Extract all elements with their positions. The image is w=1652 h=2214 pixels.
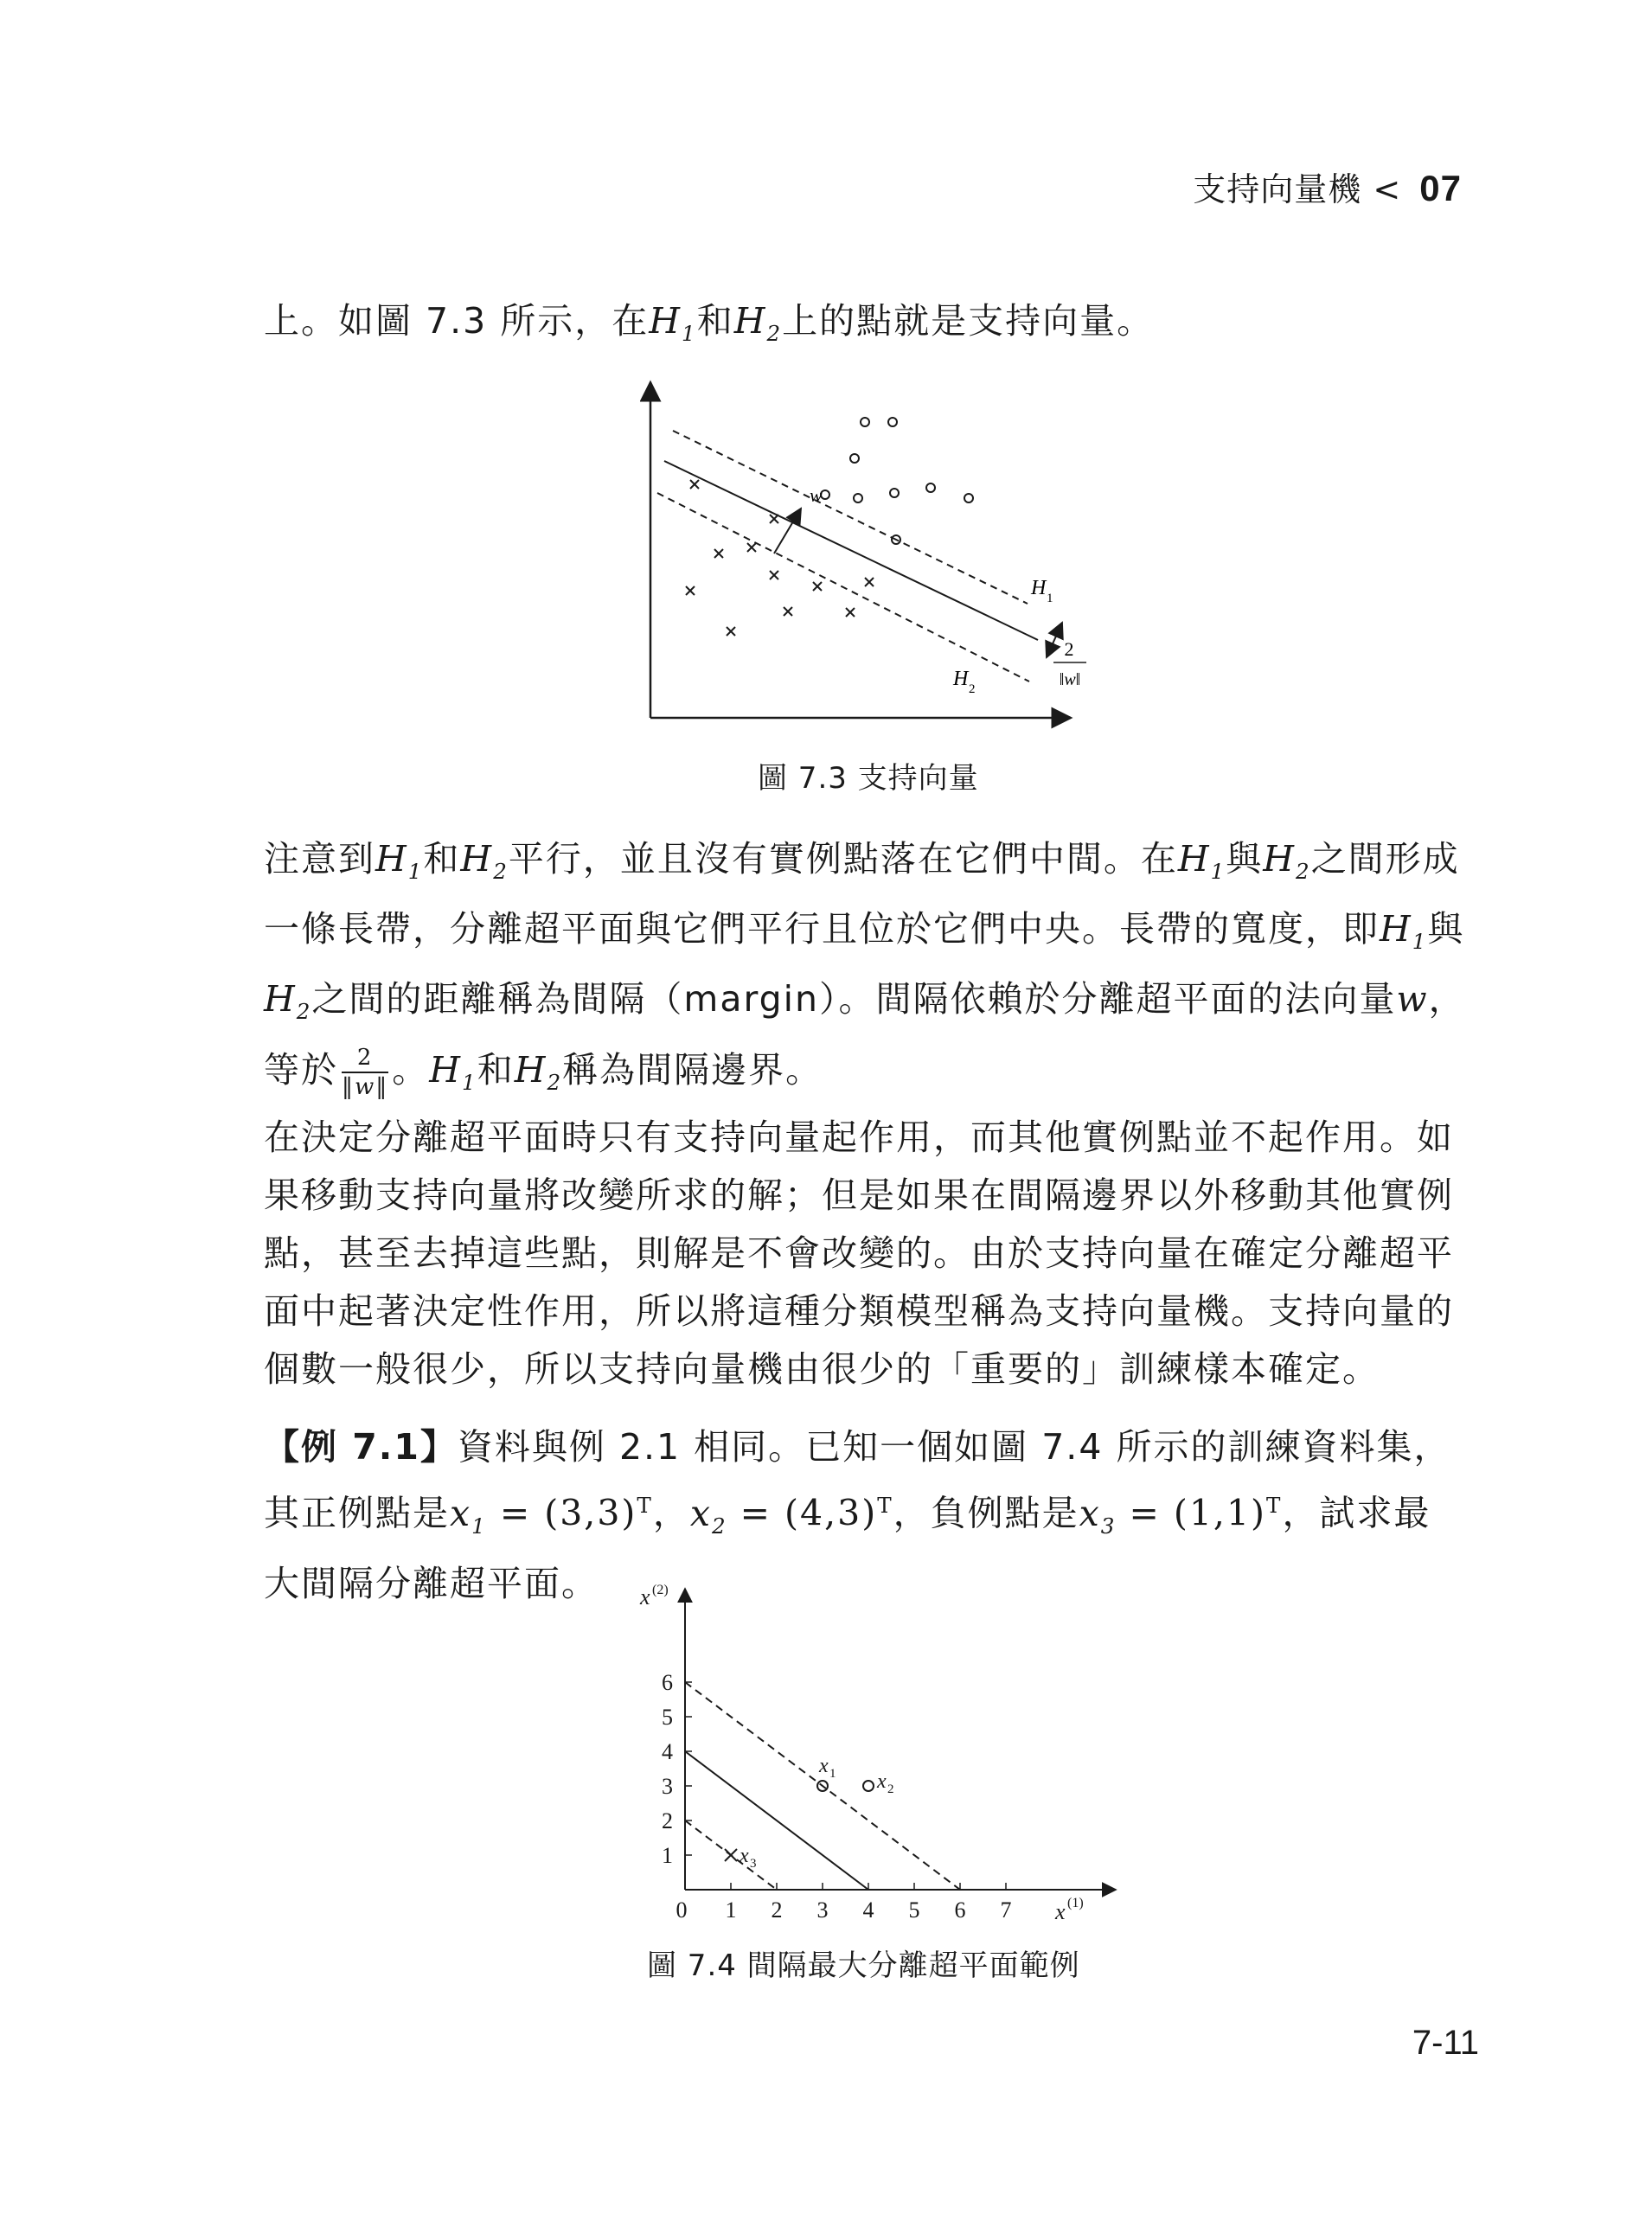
para4-text-b: ，負例點是 — [893, 1492, 1079, 1534]
para2-text-b: 和 — [423, 838, 461, 880]
paragraph-3 — [264, 1109, 1466, 1398]
eq-x1: = (3,3) — [486, 1492, 637, 1534]
symbol-x3: $x_3$ — [1079, 1492, 1117, 1539]
separating-hyperplane — [685, 1751, 868, 1890]
x-tick-label: 1 — [725, 1897, 737, 1923]
margin-frac-num: 2 — [1064, 638, 1074, 660]
figure-7-4-caption: 圖 7.4 間隔最大分離超平面範例 — [647, 1948, 1080, 1983]
point-label-sub: 2 — [887, 1782, 894, 1796]
x-tick-label: 0 — [676, 1897, 688, 1923]
y-axis-label-sup: (2) — [652, 1583, 669, 1597]
symbol-h1: $H_1$ — [649, 300, 697, 347]
line-h1 — [673, 431, 893, 538]
transpose: T — [877, 1493, 893, 1518]
para1-text-2: 和 — [696, 300, 734, 342]
paragraph-2 — [264, 830, 1466, 1111]
x-tick-label: 2 — [771, 1897, 783, 1923]
figure-7-3-caption: 圖 7.3 支持向量 — [758, 761, 979, 796]
y-tick-label: 4 — [662, 1739, 673, 1764]
x-axis-label: x — [1055, 1899, 1066, 1924]
label-h1-sub: 1 — [1047, 592, 1053, 605]
figure-7-3 — [640, 372, 1107, 735]
para2-text-l: 稱為間隔邊界。 — [562, 1048, 823, 1091]
x-tick-label: 6 — [954, 1897, 966, 1923]
symbol-h1: $H_1$ — [1380, 908, 1428, 955]
negative-points — [686, 480, 874, 636]
para1-text-1: 上。如圖 7.3 所示，在 — [264, 300, 650, 342]
chapter-number: 07 — [1419, 168, 1462, 208]
transpose: T — [637, 1493, 653, 1518]
y-tick-label: 6 — [662, 1670, 673, 1695]
para4-text-c: ，試求最大間隔分離超平面。 — [264, 1492, 1431, 1604]
figure-7-4-chart — [631, 1578, 1133, 1933]
y-axis-label: x — [640, 1584, 650, 1609]
symbol-h2: $H_2$ — [460, 838, 509, 885]
para4-text-a: 資料與例 2.1 相同。已知一個如圖 7.4 所示的訓練資料集，其正例點是 — [264, 1426, 1451, 1534]
point-label-sub: 3 — [750, 1857, 757, 1871]
para2-text-k: 和 — [477, 1048, 515, 1091]
point-label: x — [877, 1770, 887, 1793]
eq-x3: = (1,1) — [1116, 1492, 1267, 1534]
point-label: x — [819, 1755, 829, 1777]
symbol-x2: $x_2$ — [689, 1492, 727, 1539]
y-tick-label: 1 — [662, 1843, 673, 1868]
x-tick-label: 4 — [862, 1897, 874, 1923]
positive-point — [863, 1781, 874, 1791]
label-w: w — [810, 484, 823, 506]
header-title: 支持向量機 — [1193, 170, 1362, 208]
margin-fraction: $\frac{2}{‖w‖}$ — [342, 1044, 389, 1100]
line-h1-2 — [893, 538, 1028, 604]
margin-frac-den: ‖w‖ — [1059, 670, 1081, 689]
symbol-h2: $H_2$ — [1263, 838, 1311, 885]
symbol-w: w — [1396, 978, 1429, 1021]
para2-text-e: 之間形成一條長帶，分離超平面與它們平行且位於它們中央。長帶的寬度，即 — [264, 838, 1460, 950]
eq-x2: = (4,3) — [727, 1492, 878, 1534]
para3-text: 在決定分離超平面時只有支持向量起作用，而其他實例點並不起作用。如果移動支持向量將改變所求的解；但是如果在間隔邊界以外移動其他實例點，甚至去掉這些點，則解是不會改變的。由於支持向量在確定分離超平面中起著決定性作用，所以將這種分類模型稱為支持向量機。支持向量的個數一般很少，所以支持向量機由很少的「重要的」訓練樣本確定。 — [264, 1117, 1454, 1390]
symbol-h1: $H_1$ — [429, 1048, 477, 1095]
x-axis-label-sup: (1) — [1067, 1896, 1084, 1910]
paragraph-1 — [264, 292, 1466, 362]
header-separator: < — [1373, 170, 1402, 208]
positive-points — [821, 418, 973, 544]
point-label: x — [740, 1845, 749, 1867]
x-tick-label: 3 — [816, 1897, 829, 1923]
transpose: T — [1266, 1493, 1283, 1518]
para2-text-d: 與 — [1226, 838, 1264, 880]
x-tick-label: 5 — [908, 1897, 920, 1923]
running-header — [1193, 163, 1462, 210]
negative-point — [725, 1849, 737, 1861]
para2-text-f: 與 — [1427, 908, 1465, 950]
para2-text-c: 平行，並且沒有實例點落在它們中間。在 — [508, 838, 1178, 880]
comma: ， — [652, 1492, 690, 1534]
label-h2: H — [953, 668, 969, 690]
label-h2-sub: 2 — [969, 682, 976, 696]
example-label: 【例 7.1】 — [264, 1426, 458, 1468]
para1-text-3: 上的點就是支持向量。 — [782, 300, 1155, 342]
label-h1: H — [1031, 577, 1047, 599]
para2-text-j: 。 — [392, 1048, 430, 1091]
symbol-h2: $H_2$ — [514, 1048, 563, 1095]
para2-text-g: 之間的距離稱為間隔（margin）。間隔依賴於分離超平面的法向量 — [311, 978, 1397, 1021]
symbol-h2: $H_2$ — [733, 300, 783, 347]
para2-text-h: ， — [1428, 978, 1466, 1021]
margin-arrow — [1047, 623, 1062, 657]
point-label-sub: 1 — [829, 1767, 836, 1781]
page-number: 7-11 — [1412, 2024, 1479, 2062]
para2-text-i: 等於 — [264, 1048, 338, 1091]
y-tick-label: 2 — [662, 1808, 673, 1833]
symbol-x1: $x_1$ — [450, 1492, 487, 1539]
y-tick-label: 3 — [662, 1774, 673, 1799]
para2-text-a: 注意到 — [264, 838, 375, 880]
symbol-h1: $H_1$ — [1177, 838, 1226, 885]
line-h2 — [657, 493, 1029, 681]
y-tick-label: 5 — [662, 1705, 673, 1730]
x-tick-label: 7 — [1000, 1897, 1012, 1923]
symbol-h1: $H_1$ — [375, 838, 424, 885]
symbol-h2: $H_2$ — [264, 978, 312, 1025]
